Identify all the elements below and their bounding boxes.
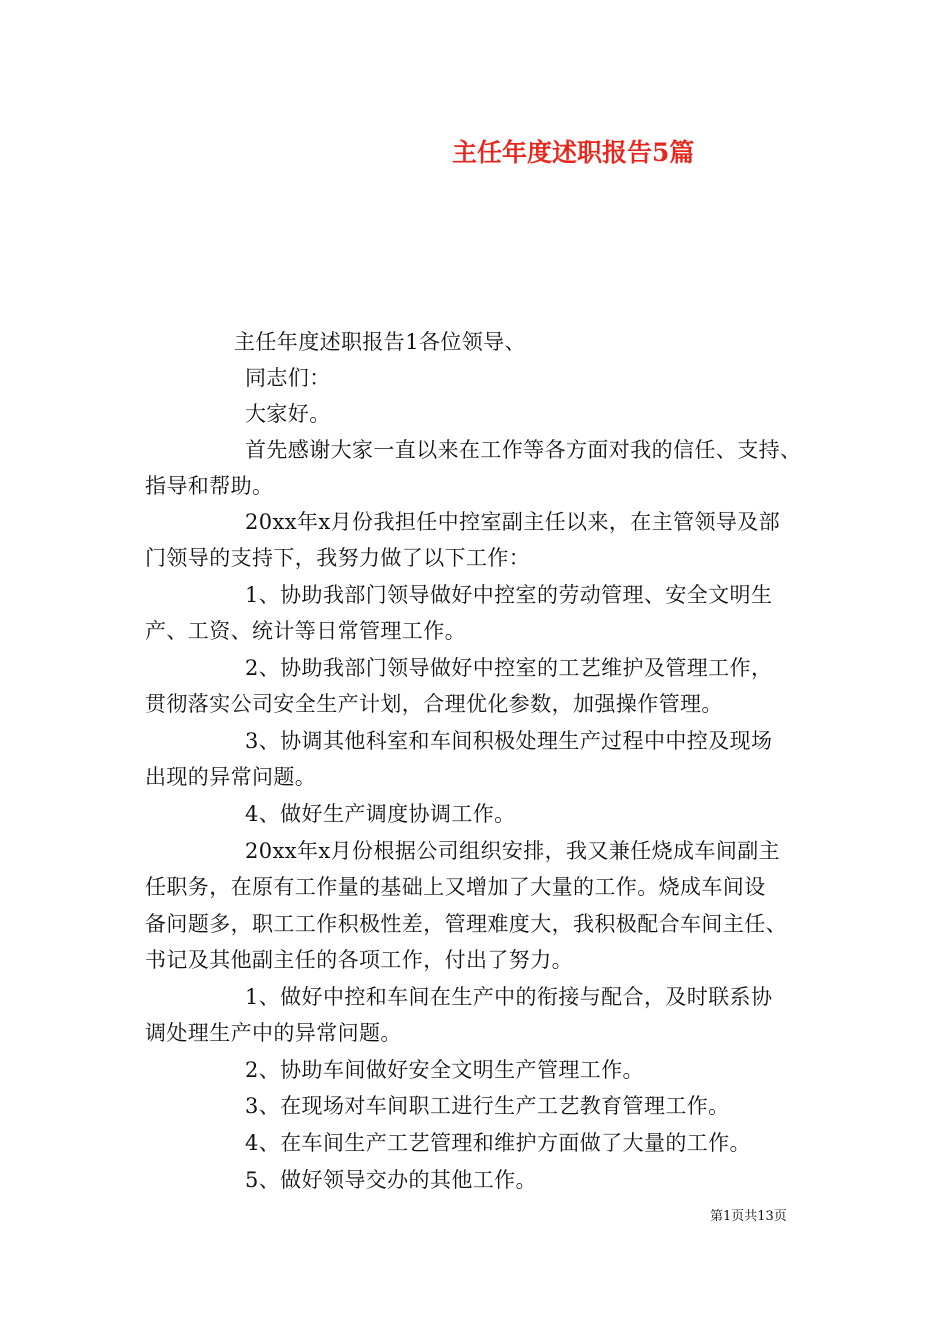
paragraph-line: 3、在现场对车间职工进行生产工艺教育管理工作。 [245, 1094, 730, 1118]
paragraph-line: 调处理生产中的异常问题。 [145, 1021, 402, 1045]
paragraph-line: 出现的异常问题。 [145, 765, 317, 789]
paragraph-line: 4、在车间生产工艺管理和维护方面做了大量的工作。 [245, 1131, 751, 1155]
paragraph-line: 贯彻落实公司安全生产计划，合理优化参数，加强操作管理。 [145, 692, 723, 716]
paragraph-line: 首先感谢大家一直以来在工作等各方面对我的信任、支持、 [245, 438, 802, 462]
paragraph-line: 20xx年x月份根据公司组织安排，我又兼任烧成车间副主 [245, 839, 781, 863]
paragraph-line: 主任年度述职报告1各位领导、 [234, 330, 526, 354]
paragraph-line: 门领导的支持下，我努力做了以下工作： [145, 546, 531, 570]
paragraph-line: 5、做好领导交办的其他工作。 [245, 1168, 537, 1192]
paragraph-line: 大家好。 [245, 402, 331, 426]
paragraph-line: 产、工资、统计等日常管理工作。 [145, 619, 466, 643]
paragraph-line: 3、协调其他科室和车间积极处理生产过程中中控及现场 [245, 729, 773, 753]
paragraph-line: 书记及其他副主任的各项工作，付出了努力。 [145, 948, 573, 972]
paragraph-line: 4、做好生产调度协调工作。 [245, 802, 516, 826]
paragraph-line: 2、协助我部门领导做好中控室的工艺维护及管理工作， [245, 656, 773, 680]
page-number-footer: 第1页共13页 [710, 1209, 787, 1224]
paragraph-line: 任职务，在原有工作量的基础上又增加了大量的工作。烧成车间设 [145, 875, 766, 899]
paragraph-line: 指导和帮助。 [145, 474, 274, 498]
document-title: 主任年度述职报告5篇 [452, 138, 695, 167]
paragraph-line: 备问题多，职工工作积极性差，管理难度大，我积极配合车间主任、 [145, 912, 787, 936]
paragraph-line: 1、做好中控和车间在生产中的衔接与配合，及时联系协 [245, 985, 773, 1009]
paragraph-line: 同志们： [245, 366, 331, 390]
paragraph-line: 20xx年x月份我担任中控室副主任以来，在主管领导及部 [245, 510, 781, 534]
paragraph-line: 2、协助车间做好安全文明生产管理工作。 [245, 1058, 644, 1082]
paragraph-line: 1、协助我部门领导做好中控室的劳动管理、安全文明生 [245, 583, 773, 607]
